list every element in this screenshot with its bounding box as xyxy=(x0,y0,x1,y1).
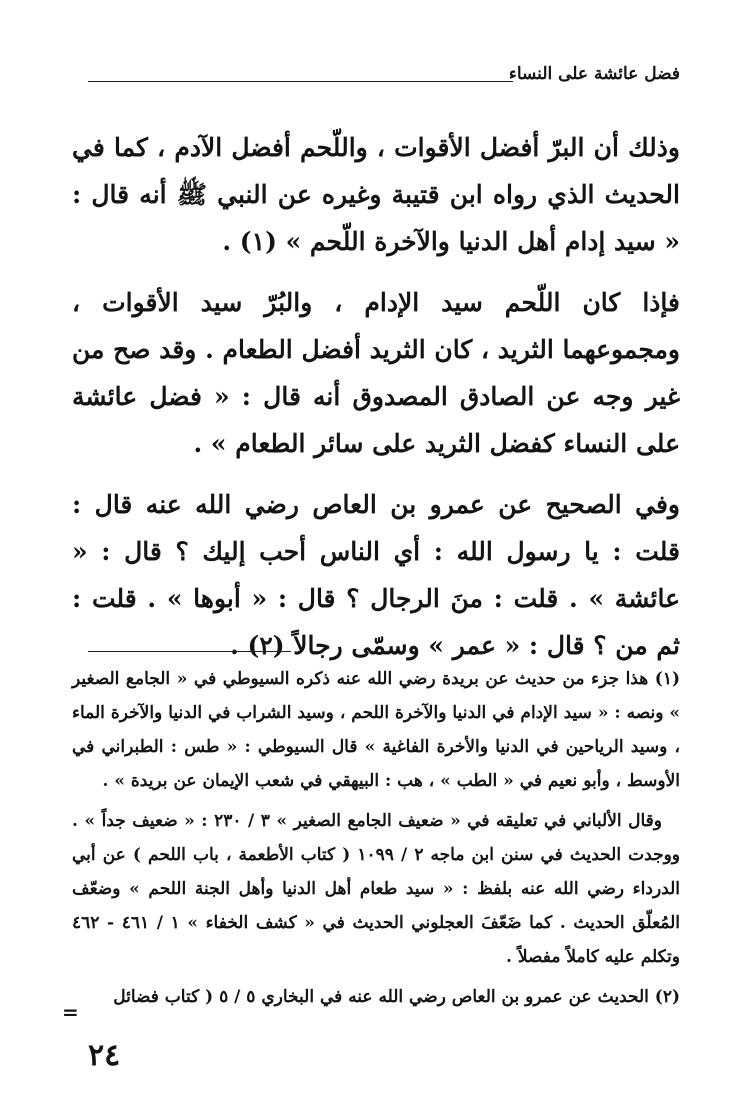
footnote-1-continuation: وقال الألباني في تعليقه في « ضعيف الجامع الصغير » ٣ / ٢٣٠ : « ضعيف جداً » . ووجدت الحديث في سنن ابن ماجه ٢ / ١٠٩٩ ( كتاب الأطعمة ، باب اللحم ) عن أبي الدرداء رضي الله عنه بلفظ : « سيد طعام أهل الدنيا وأهل الجنة اللحم » وضعّف المُعلّق الحديث . كما ضَعّفَ العجلوني الحديث في « كشف الخفاء » ١ / ٤٦١ - ٤٦٢ وتكلم عليه كاملاً مفصلاً . xyxy=(72,811,681,967)
footnote-continuation-mark: = xyxy=(62,1000,79,1024)
main-text xyxy=(72,124,680,683)
footnote-1: (١) هذا جزء من حديث عن بريدة رضي الله عنه ذكره السيوطي في « الجامع الصغير » ونصه : « سيد الإدام في الدنيا والآخرة اللحم ، وسيد الشراب في الدنيا والآخرة الماء ، وسيد الرياحين في الدنيا والأخرة الفاغية » قال السيوطي : « طس : الطبراني في الأوسط ، وأبو نعيم في « الطب » ، هب : البيهقي في شعب الإيمان عن بريدة » . xyxy=(72,669,680,791)
paragraph-3: وفي الصحيح عن عمرو بن العاص رضي الله عنه قال : قلت : يا رسول الله : أي الناس أحب إليك ؟ قال : « عائشة » . قلت : منَ الرجال ؟ قال : « أبوها » . قلت : ثم من ؟ قال : « عمر » وسمّى رجالاً (٢) . xyxy=(72,490,680,660)
running-header-title: فضل عائشة على النساء xyxy=(508,64,680,84)
paragraph-1: وذلك أن البرّ أفضل الأقوات ، واللّحم أفضل الآدم ، كما في الحديث الذي رواه ابن قتيبة وغيره عن النبي ﷺ أنه قال : « سيد إدام أهل الدنيا والآخرة اللّحم » (١) . xyxy=(72,133,680,256)
header-rule xyxy=(88,81,513,82)
footnote-2: (٢) الحديث عن عمرو بن العاص رضي الله عنه في البخاري ٥ / ٥ ( كتاب فضائل xyxy=(113,987,680,1007)
footnotes xyxy=(72,662,680,1020)
footnote-separator xyxy=(88,651,291,652)
page-number: ٢٤ xyxy=(88,1038,121,1073)
paragraph-2: فإذا كان اللّحم سيد الإدام ، والبُرّ سيد الأقوات ، ومجموعهما الثريد ، كان الثريد أفضل الطعام . وقد صح من غير وجه عن الصادق المصدوق أنه قال : « فضل عائشة على النساء كفضل الثريد على سائر الطعام » . xyxy=(72,288,680,458)
